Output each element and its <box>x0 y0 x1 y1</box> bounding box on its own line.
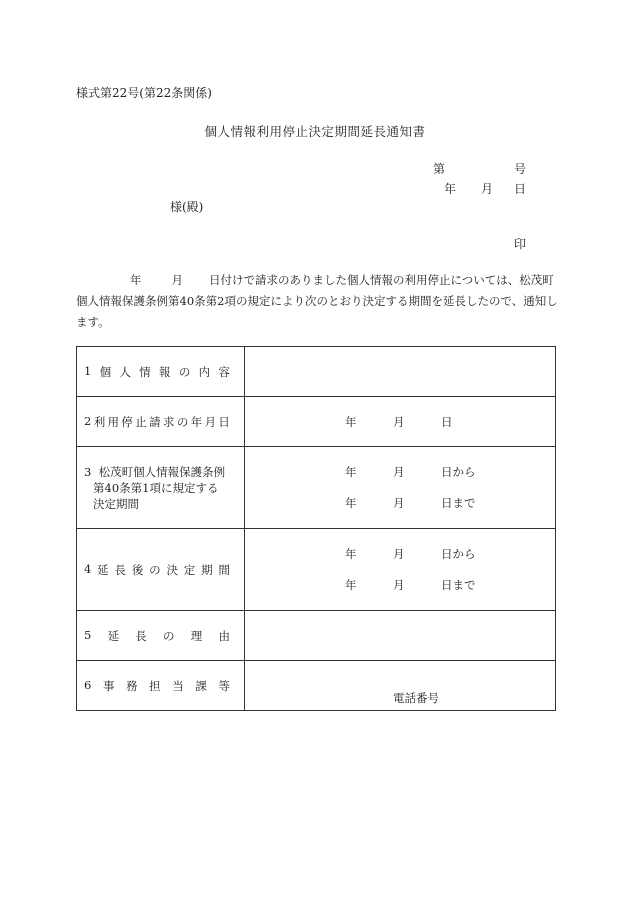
date-month: 月 <box>393 547 405 561</box>
date-year: 年 <box>345 547 357 561</box>
label-char: の <box>178 364 191 379</box>
date-from: 日から <box>441 547 476 561</box>
label-char: 期 <box>201 562 213 577</box>
page-title: 個人情報利用停止決定期間延長通知書 <box>204 124 426 139</box>
label-line: 決定期間 <box>93 496 139 511</box>
reference-go: 号 <box>514 162 527 176</box>
value-department <box>245 661 556 711</box>
body-text: 日付けで請求のありました個人情報の利用停止については、松茂町個人情報保護条例第40条第2項の規定により次のとおり決定する期間を延長したので、通知します。 <box>76 273 558 329</box>
label-char: 務 <box>126 678 138 693</box>
date-to: 日まで <box>441 496 476 510</box>
label-char: 報 <box>159 364 171 379</box>
label-char: 月 <box>204 414 217 429</box>
row-number: 3 <box>84 464 92 479</box>
label-char: 日 <box>218 414 230 429</box>
label-char: 請 <box>149 414 161 429</box>
label-char: 後 <box>131 562 144 577</box>
body-year: 年 <box>130 273 142 287</box>
label-char: 担 <box>149 678 161 693</box>
date-month: 月 <box>393 578 405 592</box>
row-label-content <box>77 347 245 397</box>
form-number: 様式第22号(第22条関係) <box>76 86 212 100</box>
date-month: 月 <box>393 465 405 479</box>
label-char: 延 <box>107 628 120 643</box>
label-char: 内 <box>198 364 211 379</box>
reference-dai: 第 <box>433 162 446 176</box>
body-month: 月 <box>171 273 183 287</box>
notice-table <box>76 346 556 711</box>
date-month: 月 <box>481 182 494 196</box>
row-number: 6 <box>84 677 92 692</box>
label-char: 情 <box>139 364 151 379</box>
seal-mark: 印 <box>514 237 527 251</box>
date-day: 日 <box>441 415 453 429</box>
table-row <box>77 529 556 611</box>
label-char: 理 <box>190 628 203 643</box>
label-char: 長 <box>135 628 147 643</box>
value-content <box>245 347 556 397</box>
value-extended-period <box>245 529 556 611</box>
label-char: 等 <box>218 678 230 693</box>
label-char: 由 <box>218 628 230 643</box>
value-request-date <box>245 397 556 447</box>
label-char: 間 <box>218 562 230 577</box>
label-char: 定 <box>183 562 196 577</box>
row-number: 2 <box>84 413 92 428</box>
date-to: 日まで <box>441 578 476 592</box>
value-decision-period <box>245 447 556 529</box>
row-number: 4 <box>84 561 92 576</box>
date-year: 年 <box>345 578 357 592</box>
addressee: 様(殿) <box>170 200 204 214</box>
notice-body <box>76 270 558 333</box>
row-number: 1 <box>84 363 92 378</box>
row-label-decision-period <box>77 447 245 529</box>
date-day: 日 <box>514 182 527 196</box>
label-char: 決 <box>166 562 178 577</box>
label-char: 停 <box>121 414 133 429</box>
date-month: 月 <box>393 415 405 429</box>
label-char: 止 <box>135 414 147 429</box>
label-char: 個 <box>99 364 112 379</box>
label-char: の <box>176 414 189 429</box>
label-line: 第40条第1項に規定する <box>93 480 219 495</box>
row-label-department <box>77 661 245 711</box>
table-row <box>77 347 556 397</box>
row-label-extended-period <box>77 529 245 611</box>
phone-number-label: 電話番号 <box>393 691 439 705</box>
table-row <box>77 447 556 529</box>
date-year: 年 <box>444 182 457 196</box>
label-char: 年 <box>190 414 203 429</box>
label-char: 長 <box>114 562 126 577</box>
date-year: 年 <box>345 465 357 479</box>
label-char: 事 <box>102 678 115 693</box>
label-char: の <box>163 628 175 643</box>
label-char: 当 <box>172 678 184 693</box>
label-char: 容 <box>218 364 230 379</box>
label-char: 求 <box>162 414 175 429</box>
label-char: の <box>149 562 161 577</box>
date-year: 年 <box>345 496 357 510</box>
label-char: 用 <box>107 414 120 429</box>
label-char: 延 <box>97 562 109 577</box>
label-line: 松茂町個人情報保護条例 <box>98 464 226 479</box>
table-row <box>77 611 556 661</box>
label-char: 人 <box>119 364 131 379</box>
label-char: 課 <box>195 678 207 693</box>
row-label-reason <box>77 611 245 661</box>
date-month: 月 <box>393 496 405 510</box>
row-label-request-date <box>77 397 245 447</box>
label-char: 利 <box>93 414 106 429</box>
row-number: 5 <box>84 627 92 642</box>
date-from: 日から <box>441 465 476 479</box>
table-row <box>77 661 556 711</box>
date-year: 年 <box>345 415 357 429</box>
table-row <box>77 397 556 447</box>
value-reason <box>245 611 556 661</box>
